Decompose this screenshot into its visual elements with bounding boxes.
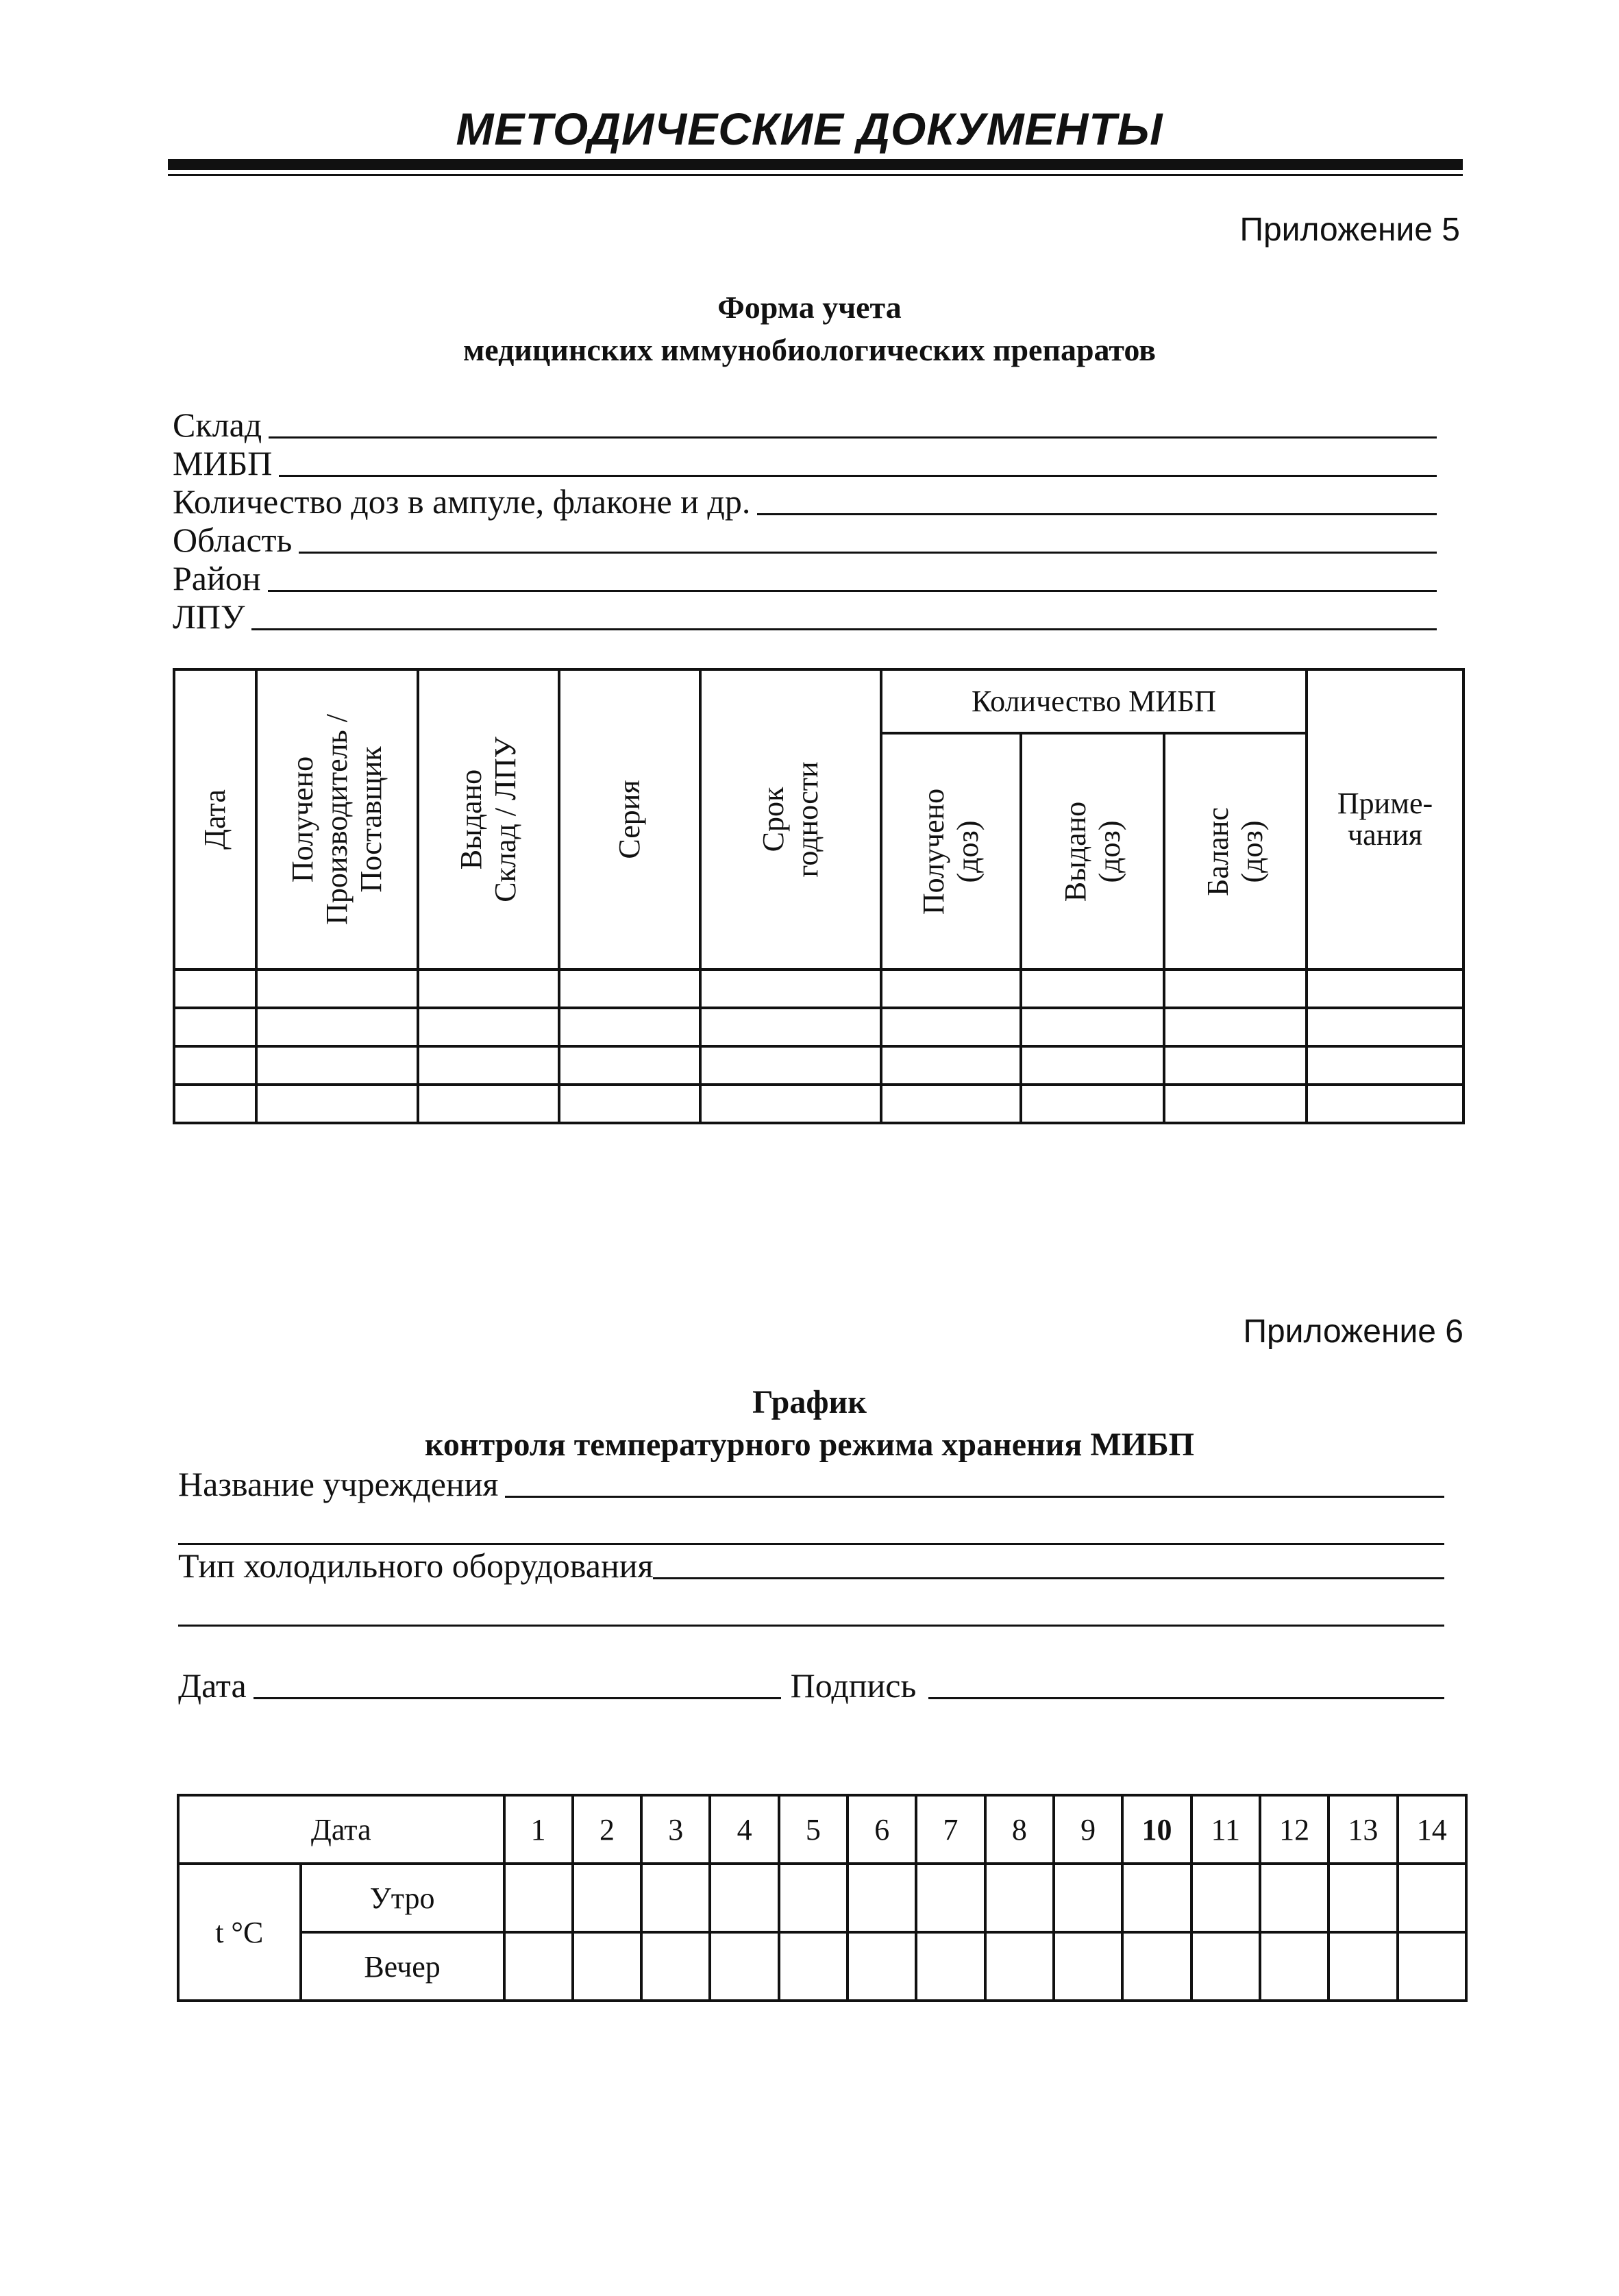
table-row [174,1085,1463,1123]
day-cell: 11 [1191,1795,1260,1864]
field-signature-label: Подпись [790,1666,917,1705]
field-oblast-line[interactable] [299,552,1437,554]
appendix-6-title-line2: контроля температурного режима хранения МИБП [424,1427,1195,1463]
field-rayon-line[interactable] [268,590,1437,592]
field-sklad-label: Склад [173,406,262,444]
field-lpu-line[interactable] [251,628,1437,630]
col-date-text: Дата [198,789,232,850]
appendix-5-label: Приложение 5 [1239,212,1460,248]
field-signature-line[interactable] [928,1697,1444,1699]
temperature-label-cell: t °C [178,1864,301,2001]
day-cell: 6 [848,1795,916,1864]
col-expiry-line2: годности [791,761,824,878]
field-date-line[interactable] [254,1697,781,1699]
appendix-6-title [0,1381,1619,1466]
col-expiry-line1: Срок [756,787,790,852]
group-quantity-header: Количество МИБП [881,669,1307,733]
day-cell: 1 [504,1795,573,1864]
col-received-header [256,669,418,970]
day-cell: 7 [916,1795,985,1864]
date-signature-row [178,1666,1444,1705]
col-received-line2: Производитель / [320,714,354,925]
col-issued-line1: Выдано [454,769,488,870]
col-notes-header [1307,669,1463,970]
field-doses[interactable] [173,482,1437,521]
field-equipment-line[interactable] [653,1577,1444,1579]
table-row [178,1795,1466,1864]
sub-received-header [881,733,1021,970]
field-sklad[interactable] [173,406,1437,444]
field-doses-label: Количество доз в ампуле, флаконе и др. [173,482,751,521]
appendix-6-title-line1: График [752,1384,867,1420]
field-mibp-line[interactable] [279,475,1437,477]
table-row [178,1864,1466,1932]
field-institution-line[interactable] [505,1496,1444,1498]
field-equipment-line2[interactable] [178,1585,1444,1627]
field-doses-line[interactable] [757,513,1437,515]
col-series-text: Серия [613,780,646,859]
sub-issued-line1: Выдано [1058,801,1092,902]
col-received-line1: Получено [286,756,319,883]
day-cell: 9 [1054,1795,1122,1864]
sub-issued-line2: (доз) [1092,819,1126,883]
appendix-5-fields [173,406,1437,636]
field-lpu[interactable] [173,597,1437,636]
field-oblast-label: Область [173,521,293,559]
temperature-schedule-table [177,1794,1468,2002]
page-header-title: МЕТОДИЧЕСКИЕ ДОКУМЕНТЫ [456,103,1163,154]
appendix-5-title [0,286,1619,371]
col-series-header [559,669,700,970]
col-date-header [174,669,256,970]
field-sklad-line[interactable] [269,436,1437,439]
col-received-line3: Поставщик [354,746,388,893]
field-rayon[interactable] [173,559,1437,597]
sub-received-line2: (доз) [951,819,985,883]
field-mibp[interactable] [173,444,1437,482]
day-cell: 13 [1328,1795,1397,1864]
day-cell: 12 [1260,1795,1328,1864]
field-oblast[interactable] [173,521,1437,559]
sub-balance-line2: (доз) [1235,819,1270,883]
mibp-accounting-table [173,668,1465,1124]
field-equipment[interactable] [178,1546,1444,1585]
field-rayon-label: Район [173,559,261,597]
field-institution[interactable] [178,1465,1444,1503]
sub-balance-line1: Баланс [1201,806,1235,896]
morning-label-cell: Утро [301,1864,504,1932]
field-date-label: Дата [178,1666,247,1705]
header-rule-thin [168,174,1463,176]
table-row [178,1932,1466,2001]
appendix-6-fields [178,1465,1444,1705]
sub-balance-header [1164,733,1307,970]
appendix-6-label: Приложение 6 [1243,1313,1463,1350]
field-lpu-label: ЛПУ [173,597,245,636]
col-issued-line2: Склад / ЛПУ [489,737,522,902]
table-row [174,1008,1463,1046]
header-rule-thick [168,159,1463,170]
appendix-5-title-line2: медицинских иммунобиологических препаратов [462,332,1157,367]
appendix-5-title-line1: Форма учета [717,290,902,325]
day-cell: 4 [710,1795,778,1864]
day-cell: 10 [1122,1795,1191,1864]
field-institution-line2[interactable] [178,1503,1444,1545]
col-notes-line1: Приме- [1337,787,1433,820]
day-cell: 2 [573,1795,641,1864]
day-cell: 3 [641,1795,710,1864]
col-notes-line2: чания [1348,818,1423,852]
day-cell: 14 [1398,1795,1466,1864]
col-expiry-header [700,669,881,970]
day-cell: 5 [779,1795,848,1864]
date-header-cell: Дата [178,1795,504,1864]
sub-received-line1: Получено [917,788,950,915]
field-mibp-label: МИБП [173,444,273,482]
field-equipment-label: Тип холодильного оборудования [178,1546,654,1585]
table-row [174,1046,1463,1085]
evening-label-cell: Вечер [301,1932,504,2001]
field-institution-label: Название учреждения [178,1465,499,1503]
sub-issued-header [1021,733,1164,970]
col-issued-header [418,669,559,970]
day-cell: 8 [985,1795,1054,1864]
table-row [174,970,1463,1008]
